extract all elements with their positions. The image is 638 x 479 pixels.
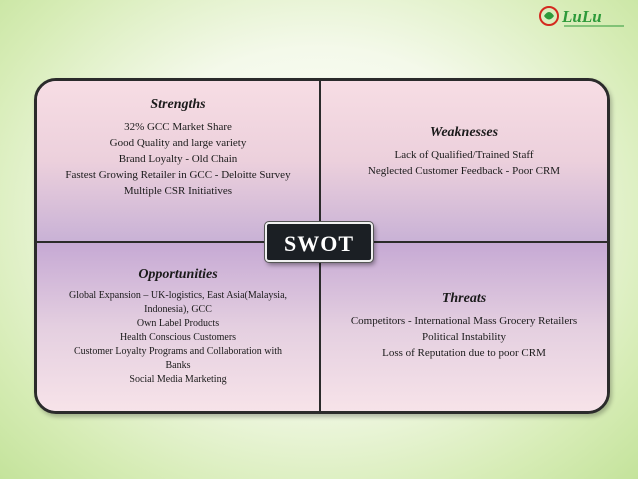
weaknesses-item: Neglected Customer Feedback - Poor CRM <box>367 165 561 177</box>
strengths-quadrant <box>37 81 321 243</box>
threats-item: Competitors - International Mass Grocery Retailers <box>350 315 578 327</box>
strengths-item: Multiple CSR Initiatives <box>123 185 233 197</box>
threats-heading: Threats <box>441 291 487 306</box>
strengths-item: Fastest Growing Retailer in GCC - Deloitte Survey <box>65 169 291 181</box>
weaknesses-item: Lack of Qualified/Trained Staff <box>394 149 534 161</box>
threats-item: Political Instability <box>421 331 507 343</box>
opportunities-item: Global Expansion – UK-logistics, East Asia(Malaysia, Indonesia), GCC <box>68 290 288 315</box>
opportunities-item: Social Media Marketing <box>129 374 227 385</box>
threats-quadrant <box>321 243 607 411</box>
opportunities-item: Own Label Products <box>136 318 220 329</box>
weaknesses-quadrant <box>321 81 607 243</box>
weaknesses-heading: Weaknesses <box>429 125 499 140</box>
opportunities-item: Health Conscious Customers <box>119 332 237 343</box>
strengths-heading: Strengths <box>150 97 206 112</box>
swot-center-label: SWOT <box>265 222 373 262</box>
opportunities-heading: Opportunities <box>138 267 218 282</box>
strengths-item: Brand Loyalty - Old Chain <box>118 153 238 165</box>
opportunities-item: Customer Loyalty Programs and Collaboration with Banks <box>73 346 283 371</box>
strengths-item: Good Quality and large variety <box>109 137 247 149</box>
strengths-item: 32% GCC Market Share <box>124 121 232 133</box>
opportunities-quadrant <box>37 243 321 411</box>
threats-item: Loss of Reputation due to poor CRM <box>382 347 546 359</box>
lulu-logo <box>538 4 628 30</box>
logo-text: LuLu <box>562 7 602 26</box>
